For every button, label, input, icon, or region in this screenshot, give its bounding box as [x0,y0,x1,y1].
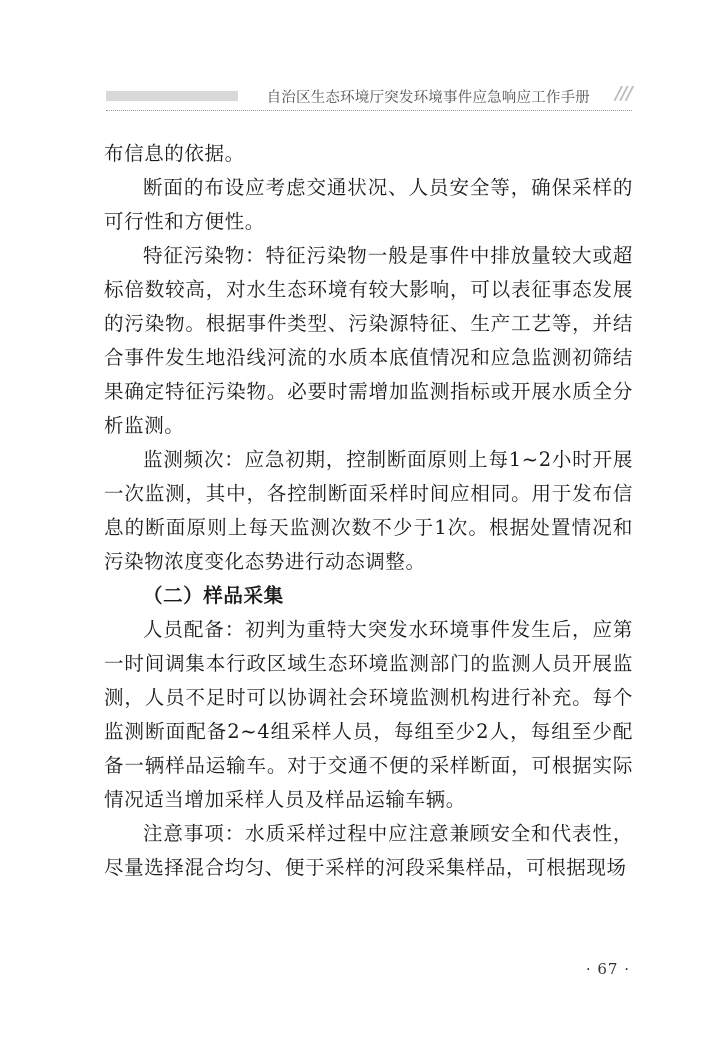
paragraph-section-layout: 断面的布设应考虑交通状况、人员安全等，确保采样的可行性和方便性。 [104,176,633,233]
paragraph-precautions: 注意事项：水质采样过程中应注意兼顾安全和代表性，尽量选择混合均匀、便于采样的河段采集样品，可根据现场 [104,822,633,879]
paragraph-continuation: 布信息的依据。 [104,142,245,165]
header-rule [106,110,632,111]
running-header [106,83,632,112]
header-decor-bar [106,91,238,101]
body-text [104,137,633,885]
paragraph-monitoring-frequency: 监测频次：应急初期，控制断面原则上每1~2小时开展一次监测，其中，各控制断面采样时间应相同。用于发布信息的断面原则上每天监测次数不少于1次。根据处置情况和污染物浓度变化态势进行动态调整。 [104,448,633,573]
header-slash-decor: /// [615,83,632,104]
header-title: 自治区生态环境厅突发环境事件应急响应工作手册 [266,90,590,106]
section-heading-sample-collection: （二）样品采集 [143,584,284,607]
paragraph-characteristic-pollutants: 特征污染物：特征污染物一般是事件中排放量较大或超标倍数较高，对水生态环境有较大影响，可以表征事态发展的污染物。根据事件类型、污染源特征、生产工艺等，并结合事件发生地沿线河流的水质本底值情况和应急监测初筛结果确定特征污染物。必要时需增加监测指标或开展水质全分析监测。 [104,244,633,437]
paragraph-staffing: 人员配备：初判为重特大突发水环境事件发生后，应第一时间调集本行政区域生态环境监测部门的监测人员开展监测，人员不足时可以协调社会环境监测机构进行补充。每个监测断面配备2~4组采样人员，每组至少2人，每组至少配备一辆样品运输车。对于交通不便的采样断面，可根据实际情况适当增加采样人员及样品运输车辆。 [104,618,633,811]
page-number: · 67 · [585,960,630,978]
